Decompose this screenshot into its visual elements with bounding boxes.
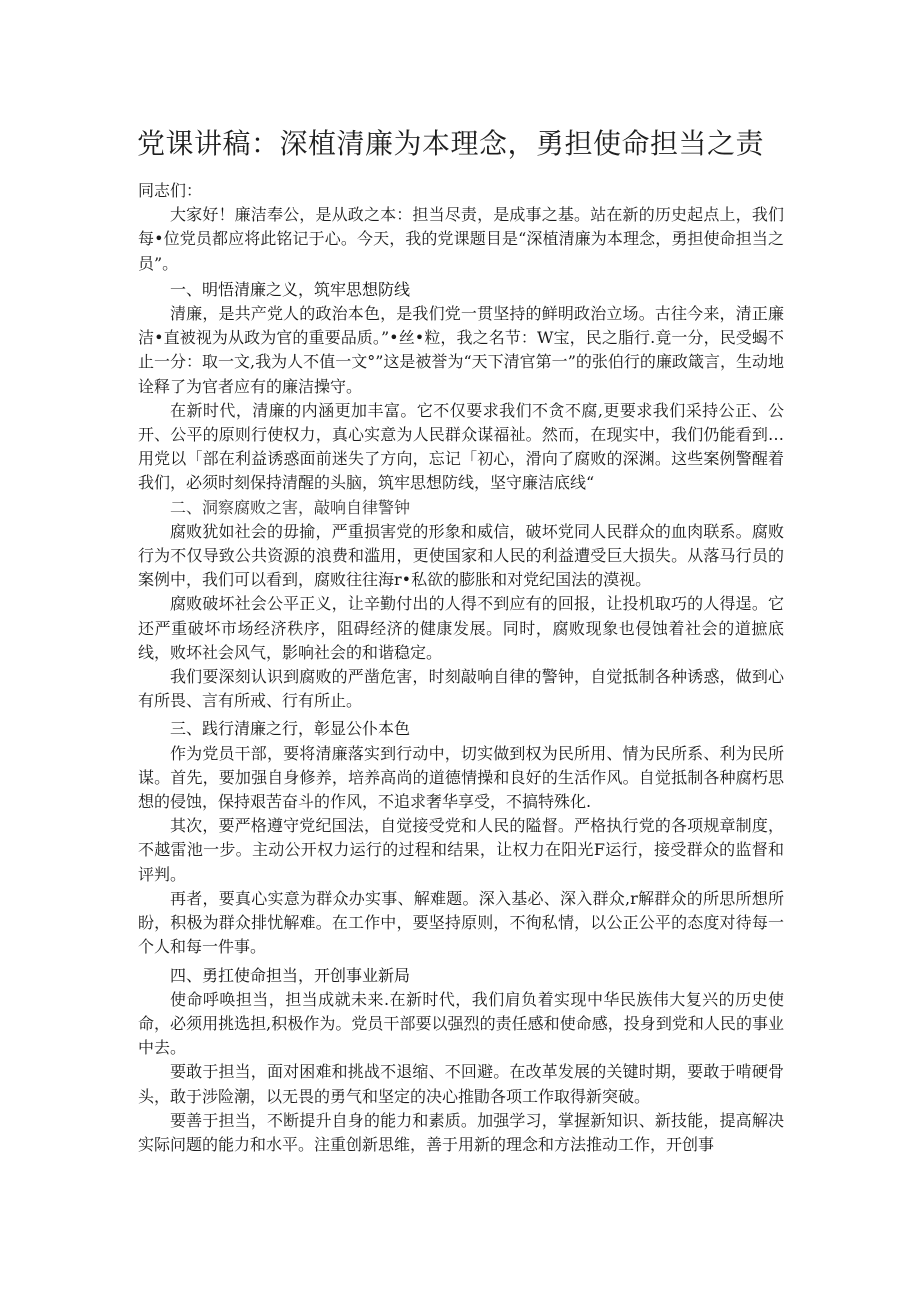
section-2-paragraph: 腐败犹如社会的毋揄，严重损害党的形象和威信，破坏党同人民群众的血肉联系。腐败行为不仅导致公共资源的浪费和滥用，更使国家和人民的利益遭受巨大损失。从落马行员的案例中，我们可以看到，腐败往往海r•私欲的膨胀和对党纪国法的漠视。 xyxy=(138,521,784,590)
section-4-paragraph: 要善于担当，不断提升自身的能力和素质。加强学习，掌握新知识、新技能，提高解决实际问题的能力和水平。注重创新思维，善于用新的理念和方法推动工作，开创事 xyxy=(138,1110,784,1154)
section-3-paragraph: 再者，要真心实意为群众办实事、解难题。深入基必、深入群众,r解群众的所思所想所盼，积极为群众排忧解难。在工作中，要坚持原则，不徇私情，以公正公平的态度对待每一个人和每一件事。 xyxy=(138,888,784,957)
section-1-paragraph: 清廉，是共产党人的政治本色，是我们党一贯坚持的鲜明政治立场。古往今来，清正廉洁•直被视为从政为官的重要品质。”•丝•粒，我之名节：W宝，民之脂行.竟一分，民受蝎不止一分：取一文,我为人不值一文°”这是被誉为“天下清官第一”的张伯行的廉政箴言，生动地诠释了为官者应有的廉洁操守。 xyxy=(138,304,784,396)
section-4-paragraph: 要敢于担当，面对困难和挑战不退缩、不回避。在改革发展的关键时期，要敢于啃硬骨头，敢于涉险潮，以无畏的勇气和坚定的决心推勖各项工作取得新突破。 xyxy=(138,1062,784,1106)
section-4-heading: 四、勇扛使命担当，开创事业新局 xyxy=(170,965,411,985)
section-2-heading: 二、洞察腐败之害，敲响自律警钟 xyxy=(170,497,411,517)
section-3-paragraph: 作为党员干部，要将清廉落实到行动中，切实做到权为民所用、情为民所系、利为民所谋。首先，要加强自身修养，培养高尚的道德情操和良好的生活作风。自觉抵制各种腐朽思想的侵蚀，保持艰苦奋斗的作风，不追求奢华享受，不搞特殊化. xyxy=(138,743,784,812)
section-3-paragraph: 其次，要严格遵守党纪国法，自觉接受党和人民的隘督。严格执行党的各项规章制度，不越雷池一步。主动公开权力运行的过程和结果，让权力在阳光F运行，接受群众的监督和评判。 xyxy=(138,816,784,884)
document-body xyxy=(138,179,784,1157)
greeting: 同志们： xyxy=(138,181,203,200)
section-1-heading: 一、明悟清廉之义，筑牢思想防线 xyxy=(170,279,411,299)
section-2-paragraph: 腐败破坏社会公平正义，让辛勤付出的人得不到应有的回报，让投机取巧的人得逞。它还严重破坏市场经济秩序，阻碍经济的健康发展。同时，腐败现象也侵蚀着社会的道摭底线，败坏社会风气，影响社会的和谐稳定。 xyxy=(138,594,784,662)
section-3-heading: 三、践行清廉之行，彰显公仆本色 xyxy=(170,719,411,739)
section-4-paragraph: 使命呼唤担当，担当成就未来.在新时代，我们肩负着实现中华民族伟大复兴的历史使命，必须用挑选担,积极作为。党员干部要以强烈的责任感和使命感，投身到党和人民的事业中去。 xyxy=(138,989,784,1058)
section-1-paragraph: 在新时代，清廉的内涵更加丰富。它不仅要求我们不贪不腐,更要求我们采持公正、公开、公平的原则行使权力，真心实意为人民群众谋福祉。然而，在现实中，我们仍能看到…用党以「部在利益诱惑面前迷失了方向，忘记「初心，滑向了腐败的深渊。这些案例警醒着我们，必须时刻保持清醒的头脑，筑牢思想防线，坚守廉洁底线“ xyxy=(138,400,784,493)
section-2-paragraph: 我们要深刻认识到腐败的严凿危害，时刻敲响自律的警钟，自觉抵制各种诱惑，做到心有所畏、言有所戒、行有所止。 xyxy=(138,667,784,711)
document-title: 党课讲稿：深植清廉为本理念，勇担使命担当之责 xyxy=(137,127,765,160)
intro-paragraph: 大家好！廉洁奉公，是从政之本：担当尽责，是成事之基。站在新的历史起点上，我们每•位党员都应将此铭记于心。今天，我的党课题目是“深植清廉为本理念，勇担使命担当之员”。 xyxy=(138,205,784,273)
